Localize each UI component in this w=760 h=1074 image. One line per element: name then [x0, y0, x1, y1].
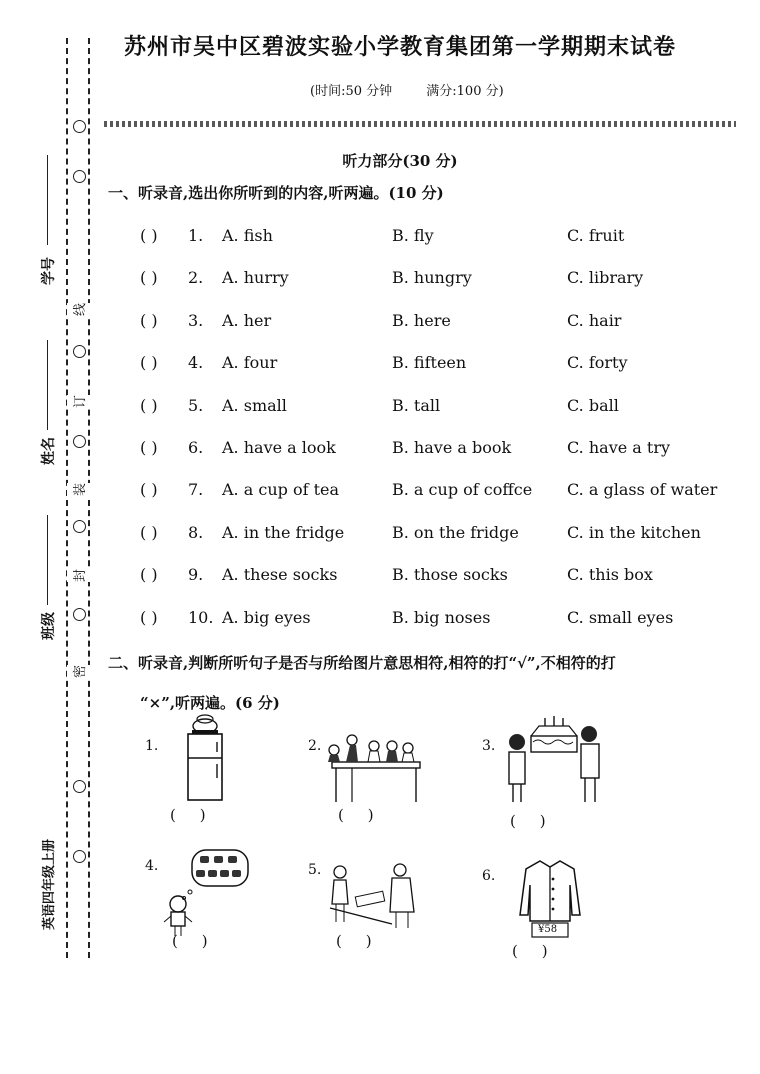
question-row	[140, 608, 740, 632]
question-number: 5.	[188, 395, 204, 415]
option-a[interactable]: A. hurry	[222, 268, 289, 288]
option-c[interactable]: C. have a try	[567, 438, 671, 457]
picture-3-number: 3.	[482, 738, 496, 754]
picture-1-number: 1.	[145, 738, 159, 754]
option-c[interactable]: C. hair	[567, 310, 622, 330]
listening-part-title: 听力部分(30 分)	[342, 152, 458, 170]
question-row	[140, 353, 740, 377]
exam-title: 苏州市吴中区碧波实验小学教育集团第一学期期末试卷	[123, 34, 676, 60]
answer-blank[interactable]: ( )	[140, 480, 158, 500]
question-number: 7.	[188, 480, 204, 500]
binding-hole-5	[73, 520, 86, 533]
binding-dashed-line-left	[66, 38, 68, 958]
birthday-cake-picture	[505, 712, 603, 804]
option-b[interactable]: B. those socks	[392, 565, 508, 585]
binding-mark-mi: 密	[67, 665, 90, 678]
question-row	[140, 438, 740, 462]
class-label: 班级	[41, 612, 57, 640]
option-b[interactable]: B. hungry	[392, 268, 472, 288]
picture-3-answer[interactable]: ( )	[510, 812, 546, 830]
binding-hole-7	[73, 780, 86, 793]
option-a[interactable]: A. small	[222, 395, 287, 415]
option-c[interactable]: C. library	[567, 268, 644, 288]
binding-hole-1	[73, 120, 86, 133]
answer-blank[interactable]: ( )	[140, 565, 158, 585]
student-id-label: 学号	[41, 257, 57, 285]
option-a[interactable]: A. have a look	[222, 438, 336, 457]
option-c[interactable]: C. this box	[567, 565, 653, 585]
option-c[interactable]: C. a glass of water	[567, 480, 718, 500]
subject-grade-label: 英语四年级上册	[42, 838, 57, 930]
question-number: 2.	[188, 268, 204, 288]
answer-blank[interactable]: ( )	[140, 438, 158, 457]
section-2-title-line1: 二、听录音,判断所听句子是否与所给图片意思相符,相符的打“√”,不相符的打	[108, 654, 616, 672]
question-row	[140, 226, 740, 250]
exam-meta	[310, 80, 534, 99]
class-blank	[47, 515, 48, 605]
picture-2-number: 2.	[308, 738, 322, 754]
option-a[interactable]: A. her	[222, 310, 272, 330]
option-b[interactable]: B. fifteen	[392, 353, 467, 373]
picture-4-answer[interactable]: ( )	[172, 932, 208, 950]
section-2-title-line2: “×”,听两遍。(6 分)	[140, 694, 280, 712]
binding-mark-zhuang: 装	[67, 483, 90, 496]
binding-mark-feng: 封	[67, 569, 90, 582]
exam-time: (时间:50 分钟	[310, 84, 393, 99]
binding-hole-8	[73, 850, 86, 863]
option-b[interactable]: B. have a book	[392, 438, 512, 457]
section-1-title: 一、听录音,选出你所听到的内容,听两遍。(10 分)	[108, 184, 444, 202]
question-number: 3.	[188, 310, 204, 330]
binding-hole-3	[73, 345, 86, 358]
fridge-picture	[180, 712, 230, 804]
picture-4-number: 4.	[145, 858, 159, 874]
exam-score: 满分:100 分)	[426, 84, 504, 99]
option-b[interactable]: B. a cup of coffce	[392, 480, 533, 500]
question-row	[140, 396, 740, 420]
answer-blank[interactable]: ( )	[140, 522, 158, 542]
answer-blank[interactable]: ( )	[140, 268, 158, 288]
question-number: 4.	[188, 353, 204, 373]
option-c[interactable]: C. ball	[567, 395, 619, 415]
student-name-label: 姓名	[41, 437, 57, 465]
answer-blank[interactable]: ( )	[140, 226, 158, 245]
binding-mark-xian: 线	[67, 303, 90, 316]
option-b[interactable]: B. tall	[392, 395, 441, 415]
question-number: 6.	[188, 438, 204, 457]
binding-hole-6	[73, 608, 86, 621]
answer-blank[interactable]: ( )	[140, 607, 158, 627]
option-c[interactable]: C. in the kitchen	[567, 522, 701, 542]
option-a[interactable]: A. fish	[222, 226, 273, 245]
question-row	[140, 311, 740, 335]
option-a[interactable]: A. these socks	[222, 565, 338, 585]
picture-5-number: 5.	[308, 862, 322, 878]
option-c[interactable]: C. forty	[567, 353, 628, 373]
question-row	[140, 565, 740, 589]
option-c[interactable]: C. fruit	[567, 226, 625, 245]
picture-5-answer[interactable]: ( )	[336, 932, 372, 950]
question-row	[140, 523, 740, 547]
option-a[interactable]: A. four	[222, 353, 278, 373]
boy-thinking-picture	[162, 846, 252, 938]
question-row	[140, 480, 740, 504]
binding-hole-2	[73, 170, 86, 183]
question-row	[140, 268, 740, 292]
answer-blank[interactable]: ( )	[140, 395, 158, 415]
option-b[interactable]: B. here	[392, 310, 451, 330]
family-dinner-picture	[322, 732, 430, 804]
picture-1-answer[interactable]: ( )	[170, 806, 206, 824]
picture-6-number: 6.	[482, 868, 496, 884]
binding-mark-ding: 订	[67, 395, 90, 408]
shopping-picture	[326, 858, 422, 930]
price-tag: ¥58	[538, 924, 558, 935]
option-b[interactable]: B. fly	[392, 226, 434, 245]
binding-dashed-line-right	[88, 38, 90, 958]
option-a[interactable]: A. big eyes	[222, 607, 311, 627]
picture-6-answer[interactable]: ( )	[512, 942, 548, 960]
answer-blank[interactable]: ( )	[140, 353, 158, 373]
question-number: 1.	[188, 226, 204, 245]
student-name-blank	[47, 340, 48, 430]
option-a[interactable]: A. a cup of tea	[222, 480, 340, 500]
question-number: 8.	[188, 522, 204, 542]
binding-hole-4	[73, 435, 86, 448]
option-a[interactable]: A. in the fridge	[222, 522, 345, 542]
question-number: 10.	[188, 607, 214, 627]
header-divider	[104, 121, 736, 127]
picture-2-answer[interactable]: ( )	[338, 806, 374, 824]
option-b[interactable]: B. big noses	[392, 607, 491, 627]
answer-blank[interactable]: ( )	[140, 310, 158, 330]
question-number: 9.	[188, 565, 204, 585]
option-b[interactable]: B. on the fridge	[392, 522, 519, 542]
option-c[interactable]: C. small eyes	[567, 607, 674, 627]
